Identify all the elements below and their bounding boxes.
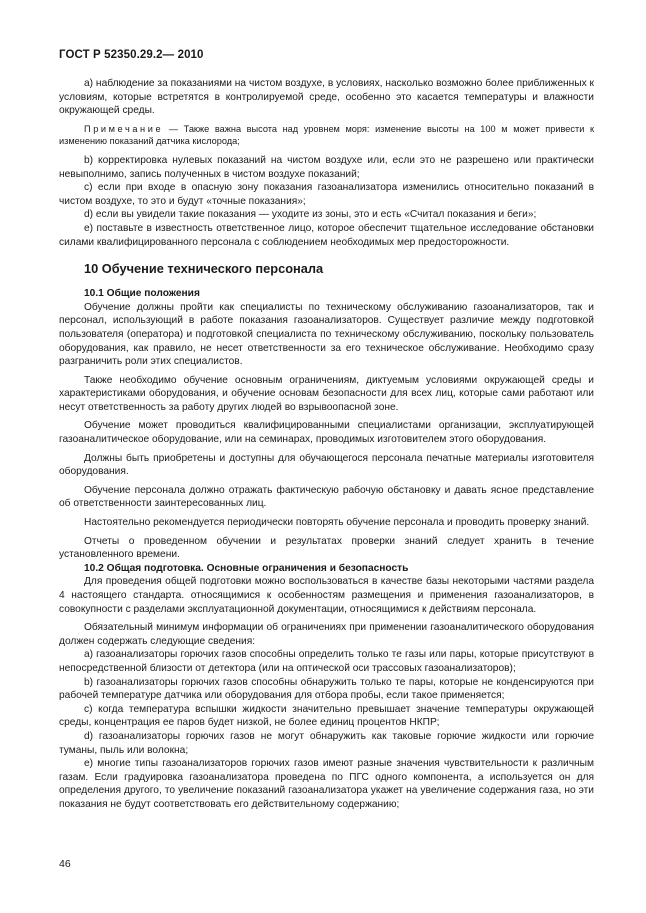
list-item-10-2-e: e) многие типы газоанализаторов горючих газов имеют разные значения чувствительности к различным газам. Если градуировка газоанализатора проведена по ПГС одного компонента, а используется он для определения другого, то увеличение показаний газоанализатора укажет на увеличение содержания газа, но эти показания не будут соответствовать его действительному содержанию; [59, 758, 594, 810]
paragraph-10-2-1: Для проведения общей подготовки можно воспользоваться в качестве базы некоторыми частями раздела 4 настоящего стандарта. относящимися к особенностям размещения и применения газоанализаторов, в совокупности с разделами эксплуатационной документации, относящимися к действиям персонала. [59, 576, 594, 615]
document-body [59, 77, 594, 812]
subsection-10-2-heading: 10.2 Общая подготовка. Основные ограничения и безопасность [84, 562, 409, 574]
section-10-heading: 10 Обучение технического персонала [84, 261, 324, 277]
paragraph-item-d: d) если вы увидели такие показания — уходите из зоны, это и есть «Считал показания и беги»; [84, 209, 537, 221]
paragraph-10-1-1: Обучение должны пройти как специалисты по техническому обслуживанию газоанализаторов, так и персонал, использующий в работе показания газоанализаторов. Существует различие между подготовкой пользователя (оператора) и подготовкой специалиста по техническому обслуживанию, поскольку пользователь оборудования, как правило, не несет ответственности за его техническое обслуживание. Необходимо сразу разграничить роли этих специалистов. [59, 301, 594, 368]
paragraph-10-1-3: Обучение может проводиться квалифицированными специалистами организации, эксплуатирующей газоаналитическое оборудование, или на семинарах, проводимых изготовителем этого оборудования. [59, 420, 594, 446]
paragraph-10-1-4: Должны быть приобретены и доступны для обучающегося персонала печатные материалы изготовителя оборудования. [59, 452, 594, 478]
paragraph-10-1-5: Обучение персонала должно отражать фактическую рабочую обстановку и давать ясное представление об ответственности заинтересованных лиц. [59, 484, 594, 510]
note-paragraph [59, 123, 594, 148]
list-item-10-2-d: d) газоанализаторы горючих газов не могут обнаружить как таковые горючие жидкости или горючие туманы, пыль или волокна; [59, 730, 594, 756]
document-header: ГОСТ Р 52350.29.2— 2010 [59, 49, 204, 61]
paragraph-item-e: e) поставьте в известность ответственное лицо, которое обеспечит тщательное исследование обстановки силами квалифицированного персонала с соблюдением необходимых мер предосторожности. [59, 222, 594, 248]
page-number: 46 [59, 858, 71, 870]
paragraph-10-1-6: Настоятельно рекомендуется периодически повторять обучение персонала и проводить проверку знаний. [84, 517, 590, 529]
subsection-10-1-heading: 10.1 Общие положения [84, 288, 200, 300]
paragraph-10-2-2: Обязательный минимум информации об ограничениях при применении газоаналитического оборудования должен содержать следующие сведения: [59, 622, 594, 647]
note-label: Примечание [84, 123, 164, 134]
paragraph-10-1-2: Также необходимо обучение основным ограничениям, диктуемым условиями окружающей среды и характеристиками оборудования, и обучение основам безопасности для всех лиц, которые сами работают или несут ответственность за работу других людей во взрывоопасной зоне. [59, 374, 594, 413]
note-text: — Также важна высота над уровнем моря: изменение высоты на 100 м может привести к изменению показаний датчика кислорода; [59, 123, 594, 147]
list-item-10-2-c: c) когда температура вспышки жидкости значительно превышает значение температуры окружающей среды, концентрация ее паров будет низкой, не более единиц процентов НКПР; [59, 703, 594, 729]
list-item-10-2-b: b) газоанализаторы горючих газов способны обнаружить только те пары, которые не конденсируются при рабочей температуре датчика или оборудования для отбора пробы, если такое применяется; [59, 676, 594, 702]
paragraph-item-c: c) если при входе в опасную зону показания газоанализатора изменились относительно показаний в чистом воздухе, то это и будут «точные показания»; [59, 182, 594, 207]
list-item-10-2-a: а) газоанализаторы горючих газов способны определить только те газы или пары, которые присутствуют в непосредственной близости от детектора (или на оптической оси трассовых газоанализаторов); [59, 649, 594, 674]
paragraph-item-a: а) наблюдение за показаниями на чистом воздухе, в условиях, насколько возможно более приближенных к условиям, которые встретятся в контролируемой среде, особенно это касается температуры и влажности окружающей среды. [59, 78, 594, 117]
paragraph-item-b: b) корректировка нулевых показаний на чистом воздухе или, если это не разрешено или практически невыполнимо, запись полученных в чистом воздухе показаний; [59, 154, 594, 180]
paragraph-10-1-7: Отчеты о проведенном обучении и результатах проверки знаний следует хранить в течение установленного времени. [59, 535, 594, 561]
